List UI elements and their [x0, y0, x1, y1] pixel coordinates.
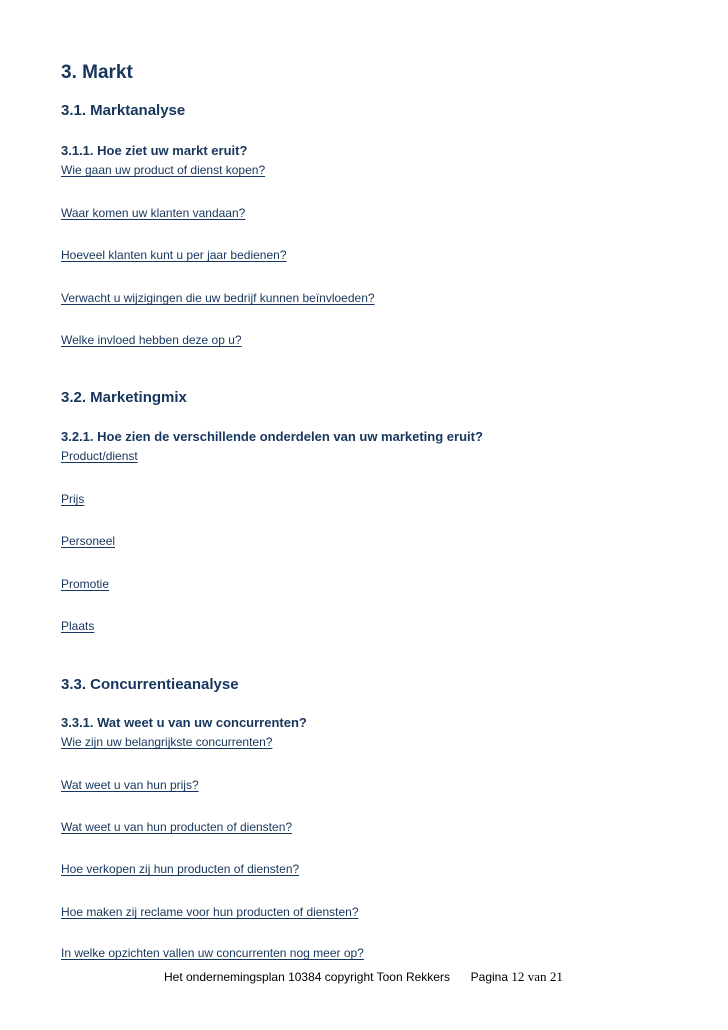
- footer-text: Het ondernemingsplan 10384 copyright Toon Rekkers: [164, 970, 450, 984]
- question-item: Wie zijn uw belangrijkste concurrenten?: [61, 735, 273, 749]
- section-title: 3. Markt: [61, 62, 133, 83]
- question-item: Plaats: [61, 619, 95, 633]
- footer-page-sep: van: [527, 969, 547, 984]
- question-item: Wat weet u van hun prijs?: [61, 778, 199, 792]
- subsection-title-marketingmix: 3.2. Marketingmix: [61, 389, 187, 406]
- question-item: Welke invloed hebben deze op u?: [61, 333, 242, 347]
- subsubsection-title-marketing: 3.2.1. Hoe zien de verschillende onderdelen van uw marketing eruit?: [61, 429, 483, 444]
- question-item: Wie gaan uw product of dienst kopen?: [61, 163, 266, 177]
- page-footer: [164, 969, 563, 985]
- question-item: Waar komen uw klanten vandaan?: [61, 206, 246, 220]
- footer-page-prefix: Pagina: [470, 970, 509, 984]
- question-item: Hoe maken zij reclame voor hun producten of diensten?: [61, 905, 359, 919]
- subsubsection-title-concurrenten: 3.3.1. Wat weet u van uw concurrenten?: [61, 715, 307, 730]
- footer-page-total: 21: [549, 969, 563, 984]
- subsection-title-marktanalyse: 3.1. Marktanalyse: [61, 102, 186, 119]
- question-item: Prijs: [61, 492, 85, 506]
- question-item: Product/dienst: [61, 449, 138, 463]
- question-item: Promotie: [61, 577, 110, 591]
- question-item: Wat weet u van hun producten of diensten?: [61, 820, 293, 834]
- subsubsection-title-markt: 3.1.1. Hoe ziet uw markt eruit?: [61, 143, 248, 158]
- subsection-title-concurrentieanalyse: 3.3. Concurrentieanalyse: [61, 676, 239, 693]
- question-item: In welke opzichten vallen uw concurrenten nog meer op?: [61, 946, 364, 960]
- footer-page-number: 12: [511, 969, 525, 984]
- question-item: Hoe verkopen zij hun producten of diensten?: [61, 862, 300, 876]
- question-item: Verwacht u wijzigingen die uw bedrijf kunnen beïnvloeden?: [61, 291, 375, 305]
- question-item: Hoeveel klanten kunt u per jaar bedienen?: [61, 248, 287, 262]
- question-item: Personeel: [61, 534, 116, 548]
